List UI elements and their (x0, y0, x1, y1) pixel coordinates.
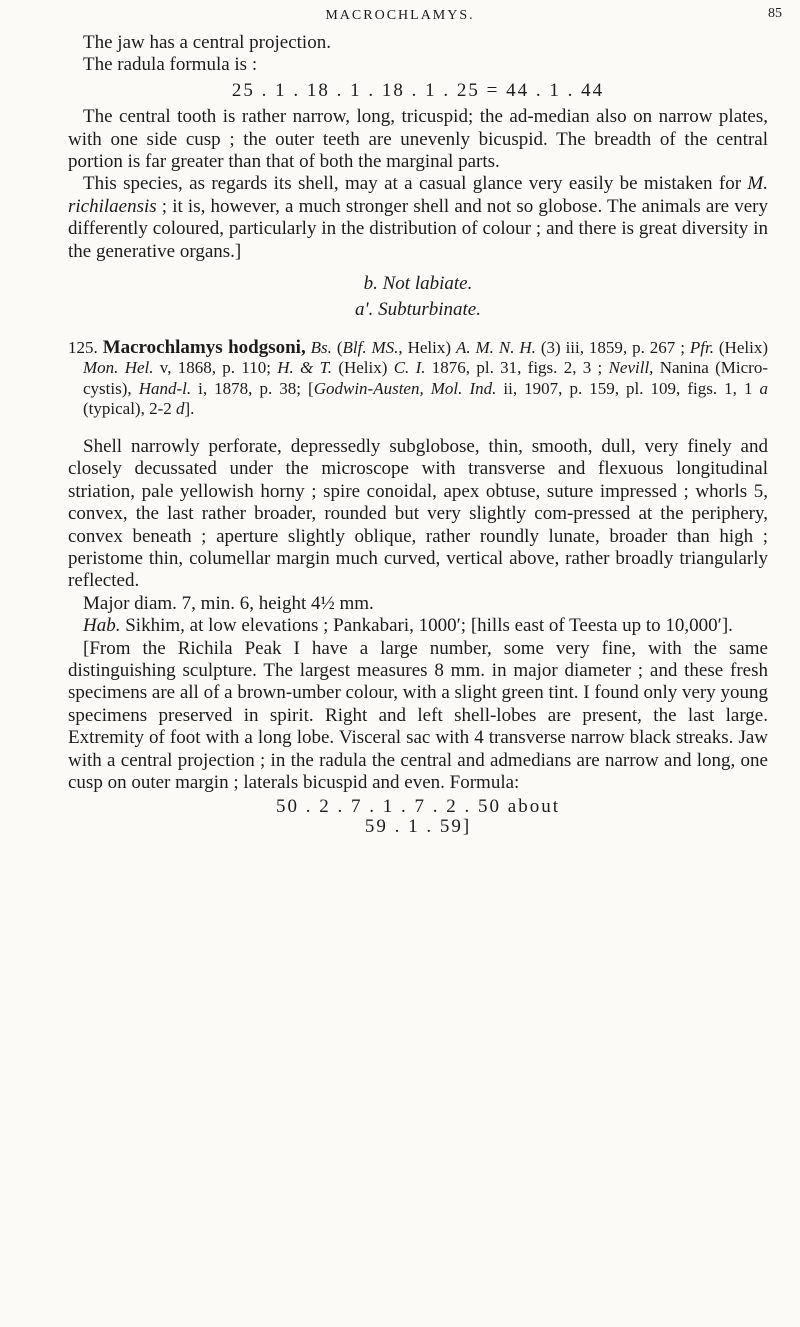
shell-description: Shell narrowly perforate, depressedly subglobose, thin, smooth, dull, very finely and closely decussated under the microscope with transverse and flexuous longitudinal striation, pale yellowish horny ; spire conoidal, apex obtuse, suture impressed ; whorls 5, convex, the last rather broader, rounded but very slightly com-pressed at the periphery, convex beneath ; aperture slightly oblique, rather roundly lunate, broader than high ; peristome thin, columellar margin much curved, vertical above, rather broadly triangularly reflected. (68, 435, 768, 592)
dimensions: Major diam. 7, min. 6, height 4½ mm. (83, 592, 374, 614)
section-heading-not-labiate: b. Not labiate. (363, 273, 473, 295)
jaw-sentence: The jaw has a central projection. (83, 32, 331, 53)
species-reference: M. richilaensis (68, 173, 768, 217)
radula-formula: 25 . 1 . 18 . 1 . 18 . 1 . 25 = 44 . 1 . 44 (231, 79, 605, 101)
radula-intro: The radula formula is : (83, 54, 258, 76)
habitat: Hab. Sikhim, at low elevations ; Pankabari, 1000′; [hills east of Teesta up to 10,000′]. (83, 615, 733, 637)
comparison-paragraph: This species, as regards its shell, may at a casual glance very easily be mistaken for M. richilaensis ; it is, however, a much stronger shell and not so globose. The animals are very differently coloured, particularly in the distribution of colour ; and there is great diversity in the generative organs.] (68, 173, 768, 262)
author-note: [From the Richila Peak I have a large number, some very fine, with the same distinguishing sculpture. The largest measures 8 mm. in major diameter ; and these fresh specimens are all of a brown-umber colour, with a slight green tint. I found only very young specimens preserved in spirit. Right and left shell-lobes are present, the last large. Extremity of foot with a long lobe. Visceral sac with 4 transverse narrow black streaks. Jaw with a central projection ; in the radula the central and admedians are narrow and long, one cusp on outer margin ; laterals bicuspid and even. Formula: (68, 637, 768, 793)
note-formula: 50 . 2 . 7 . 1 . 7 . 2 . 50 about 59 . 1 . 59] (276, 796, 560, 838)
tooth-description: The central tooth is rather narrow, long, tricuspid; the ad-median also on narrow plates, with one side cusp ; the outer teeth are unevenly bicuspid. The breadth of the central portion is far greater than that of both the marginal parts. (68, 106, 768, 173)
running-title: MACROCHLAMYS. (325, 8, 475, 23)
species-name: Macrochlamys hodgsoni, (102, 336, 306, 358)
page-number: 85 (768, 6, 782, 21)
species-entry: 125. Macrochlamys hodgsoni, Bs. (Blf. MS., Helix) A. M. N. H. (3) iii, 1859, p. 267 ; Pfr. (Helix) Mon. Hel. v, 1868, p. 110; H. & T. (Helix) C. I. 1876, pl. 31, figs. 2, 3 ; Nevill, Nanina (Micro-cystis), Hand-l. i, 1878, p. 38; [Godwin-Austen, Mol. Ind. ii, 1907, p. 159, pl. 109, figs. 1, 1 a (typical), 2-2 d]. (68, 336, 768, 419)
body-text (68, 32, 768, 841)
section-heading-subturbinate: a'. Subturbinate. (355, 299, 481, 321)
